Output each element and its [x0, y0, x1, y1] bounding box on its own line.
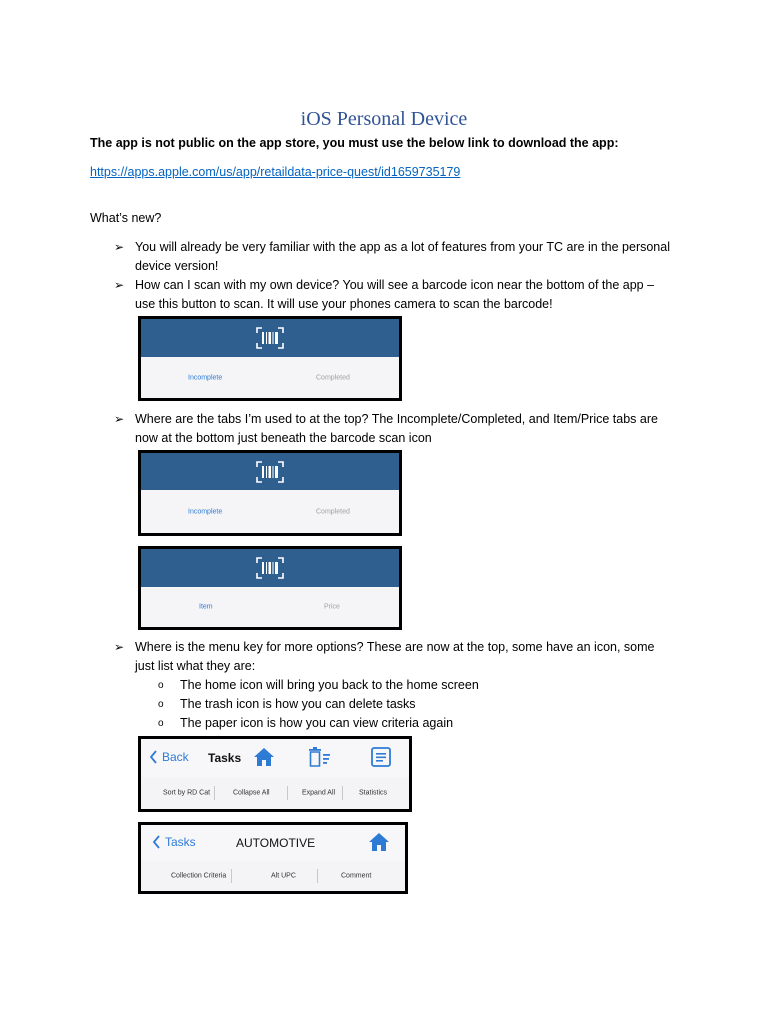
expand-all-button[interactable]: Expand All	[302, 789, 336, 797]
tab-incomplete[interactable]: Incomplete	[188, 374, 223, 381]
circle-bullet-icon: o	[158, 699, 164, 710]
bullet-3-line-1: Where are the tabs I’m used to at the top? The Incomplete/Completed, and Item/Price tabs are	[135, 412, 658, 426]
scan-bar	[141, 549, 399, 587]
separator	[287, 786, 288, 800]
intro-text: The app is not public on the app store, you must use the below link to download the app:	[90, 136, 619, 150]
barcode-icon[interactable]	[255, 556, 285, 580]
back-button[interactable]	[149, 750, 189, 764]
bullet-3-line-2: now at the bottom just beneath the barcode scan icon	[135, 431, 432, 445]
page-title: iOS Personal Device	[300, 108, 468, 130]
scan-bar	[141, 453, 399, 490]
download-link[interactable]: https://apps.apple.com/us/app/retaildata-price-quest/id1659735179	[90, 165, 461, 179]
collapse-all-button[interactable]: Collapse All	[233, 789, 270, 797]
nav-bar	[141, 739, 409, 778]
chevron-left-icon	[149, 750, 158, 764]
back-label: Back	[162, 750, 189, 764]
tab-row	[141, 357, 399, 398]
nav-title: Tasks	[208, 751, 242, 765]
nav-title: AUTOMOTIVE	[236, 836, 316, 850]
screenshot-tasks-menu	[138, 736, 412, 812]
bullet-1-line-1: You will already be very familiar with the app as a lot of features from your TC are in the personal	[135, 240, 670, 254]
toolbar-row	[141, 861, 405, 891]
sort-by-rd-cat-button[interactable]: Sort by RD Cat	[163, 789, 211, 797]
back-button[interactable]	[152, 835, 196, 849]
whats-new-heading: What’s new?	[90, 211, 162, 225]
screenshot-automotive-menu	[138, 822, 408, 894]
sub-bullet-home: The home icon will bring you back to the home screen	[180, 678, 479, 692]
screenshot-item-price-tabs	[138, 546, 402, 630]
barcode-icon[interactable]	[255, 460, 285, 484]
scan-bar	[141, 319, 399, 357]
sub-bullet-trash: The trash icon is how you can delete tasks	[180, 697, 416, 711]
separator	[317, 869, 318, 883]
comment-button[interactable]: Comment	[341, 872, 372, 880]
arrow-bullet-icon: ➢	[114, 640, 125, 654]
screenshot-scan-incomplete-completed	[138, 316, 402, 401]
separator	[231, 869, 232, 883]
tab-row	[141, 490, 399, 533]
sub-bullet-paper: The paper icon is how you can view criteria again	[180, 716, 454, 730]
circle-bullet-icon: o	[158, 680, 164, 691]
bullet-4-line-2: just list what they are:	[135, 659, 256, 673]
nav-bar	[141, 825, 405, 862]
bullet-2-line-2: use this button to scan. It will use your phones camera to scan the barcode!	[135, 297, 553, 311]
screenshot-incomplete-completed-tabs	[138, 450, 402, 536]
barcode-icon[interactable]	[255, 326, 285, 350]
arrow-bullet-icon: ➢	[114, 278, 125, 292]
arrow-bullet-icon: ➢	[114, 412, 125, 426]
tab-completed[interactable]: Completed	[316, 508, 350, 515]
tab-completed[interactable]: Completed	[316, 374, 350, 381]
separator	[214, 786, 215, 800]
tab-incomplete[interactable]: Incomplete	[188, 508, 223, 515]
bullet-2-line-1: How can I scan with my own device? You will see a barcode icon near the bottom of the app –	[135, 278, 655, 292]
bullet-1-line-2: device version!	[135, 259, 219, 273]
arrow-bullet-icon: ➢	[114, 240, 125, 254]
tab-item[interactable]: Item	[199, 603, 213, 611]
separator	[342, 786, 343, 800]
toolbar-row	[141, 777, 409, 809]
paper-icon[interactable]	[370, 746, 392, 768]
home-icon[interactable]	[253, 747, 275, 767]
back-label: Tasks	[165, 835, 196, 849]
bullet-4-line-1: Where is the menu key for more options? These are now at the top, some have an icon, some	[135, 640, 655, 654]
collection-criteria-button[interactable]: Collection Criteria	[171, 872, 227, 880]
chevron-left-icon	[152, 835, 161, 849]
home-icon[interactable]	[368, 832, 390, 852]
alt-upc-button[interactable]: Alt UPC	[271, 872, 296, 880]
tab-row	[141, 587, 399, 627]
circle-bullet-icon: o	[158, 718, 164, 729]
statistics-button[interactable]: Statistics	[359, 789, 388, 797]
tab-price[interactable]: Price	[324, 603, 340, 611]
trash-icon[interactable]	[307, 746, 331, 768]
